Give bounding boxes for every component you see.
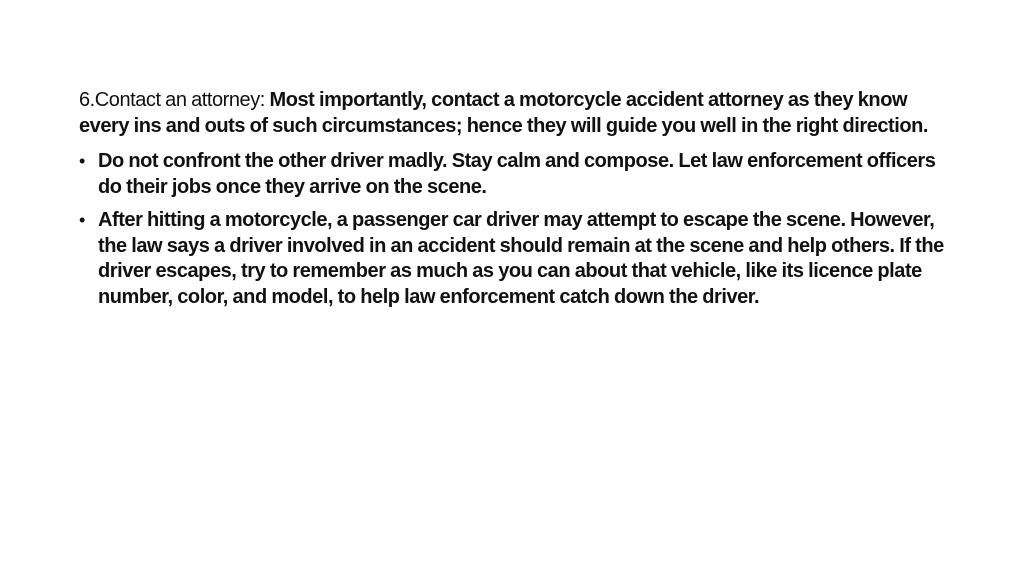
intro-text: Most importantly, contact a motorcycle accident attorney as they know every ins and outs of such circumstances; hence they will guide you well in the right direction. — [79, 89, 928, 137]
intro-paragraph — [79, 88, 949, 139]
bullet-text-2: After hitting a motorcycle, a passenger car driver may attempt to escape the scene. However, the law says a driver involved in an accident should remain at the scene and help others. If the driver escapes, try to remember as much as you can about that vehicle, like its licence plate number, color, and model, to help law enforcement catch down the driver. — [98, 209, 944, 308]
bullet-icon: • — [79, 210, 85, 230]
bullet-text-1: Do not confront the other driver madly. Stay calm and compose. Let law enforcement officers do their jobs once they arrive on the scene. — [98, 150, 936, 198]
bullet-list — [79, 149, 949, 310]
bullet-item-2 — [79, 208, 949, 310]
bullet-item-1 — [79, 149, 949, 200]
bullet-icon: • — [79, 151, 85, 171]
intro-heading: 6.Contact an attorney: — [79, 89, 270, 111]
slide-content — [79, 88, 949, 318]
